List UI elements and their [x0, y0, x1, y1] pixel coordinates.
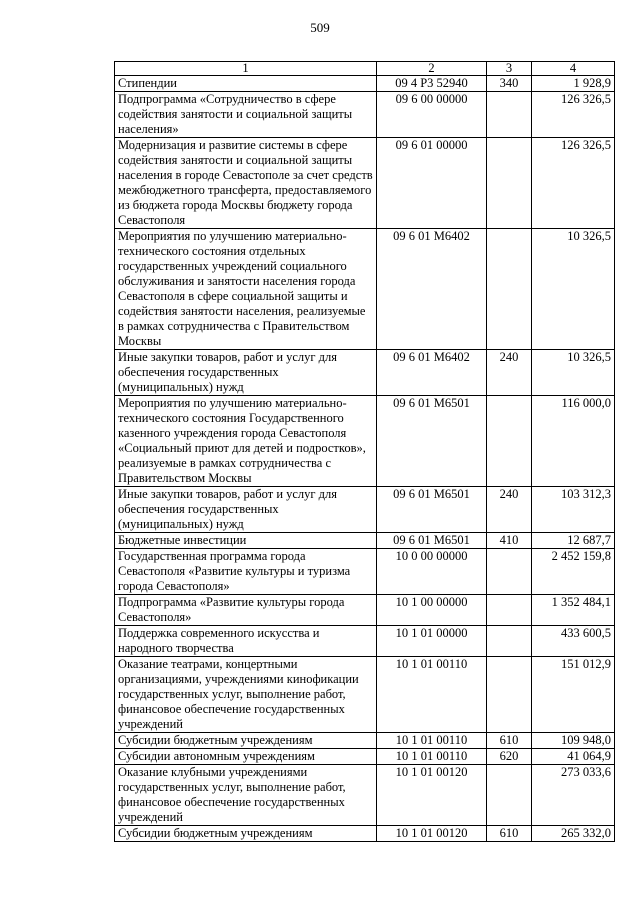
- amount-cell: 109 948,0: [532, 733, 615, 749]
- expense-type-cell: [487, 229, 532, 350]
- amount-cell: 41 064,9: [532, 749, 615, 765]
- table-row: [115, 533, 615, 549]
- target-code-cell: 10 1 01 00000: [377, 626, 487, 657]
- amount-cell: 10 326,5: [532, 229, 615, 350]
- expense-type-cell: [487, 138, 532, 229]
- target-code-cell: 09 6 01 00000: [377, 138, 487, 229]
- expense-name-cell: Субсидии автономным учреждениям: [115, 749, 377, 765]
- amount-cell: 1 352 484,1: [532, 595, 615, 626]
- expense-type-cell: [487, 549, 532, 595]
- target-code-cell: 09 6 01 М6402: [377, 350, 487, 396]
- expense-name-cell: Иные закупки товаров, работ и услуг для обеспечения государственных (муниципальных) нужд: [115, 487, 377, 533]
- table-row: [115, 595, 615, 626]
- column-header-1: 1: [115, 62, 377, 76]
- target-code-cell: 09 6 00 00000: [377, 92, 487, 138]
- column-header-4: 4: [532, 62, 615, 76]
- expense-name-cell: Субсидии бюджетным учреждениям: [115, 733, 377, 749]
- table-row: [115, 657, 615, 733]
- amount-cell: 2 452 159,8: [532, 549, 615, 595]
- amount-cell: 10 326,5: [532, 350, 615, 396]
- target-code-cell: 10 1 00 00000: [377, 595, 487, 626]
- expense-type-cell: [487, 92, 532, 138]
- amount-cell: 273 033,6: [532, 765, 615, 826]
- expense-name-cell: Субсидии бюджетным учреждениям: [115, 826, 377, 842]
- amount-cell: 265 332,0: [532, 826, 615, 842]
- expense-type-cell: [487, 765, 532, 826]
- amount-cell: 116 000,0: [532, 396, 615, 487]
- target-code-cell: 09 6 01 М6402: [377, 229, 487, 350]
- amount-cell: 433 600,5: [532, 626, 615, 657]
- expense-type-cell: 240: [487, 487, 532, 533]
- column-header-3: 3: [487, 62, 532, 76]
- table-row: [115, 733, 615, 749]
- amount-cell: 126 326,5: [532, 138, 615, 229]
- target-code-cell: 10 0 00 00000: [377, 549, 487, 595]
- expense-name-cell: Оказание клубными учреждениями государственных услуг, выполнение работ, финансовое обеспечение государственных учреждений: [115, 765, 377, 826]
- amount-cell: 103 312,3: [532, 487, 615, 533]
- table-row: [115, 626, 615, 657]
- expense-name-cell: Подпрограмма «Развитие культуры города Севастополя»: [115, 595, 377, 626]
- expense-type-cell: 620: [487, 749, 532, 765]
- expense-name-cell: Стипендии: [115, 76, 377, 92]
- table-row: [115, 350, 615, 396]
- target-code-cell: 10 1 01 00110: [377, 733, 487, 749]
- amount-cell: 126 326,5: [532, 92, 615, 138]
- expense-type-cell: [487, 626, 532, 657]
- expense-type-cell: 610: [487, 826, 532, 842]
- target-code-cell: 09 4 Р3 52940: [377, 76, 487, 92]
- table-header-row: [115, 62, 615, 76]
- table-row: [115, 229, 615, 350]
- expense-type-cell: 340: [487, 76, 532, 92]
- page-number: 509: [310, 20, 330, 35]
- expense-type-cell: [487, 595, 532, 626]
- budget-table-body: [115, 62, 615, 842]
- expense-type-cell: 240: [487, 350, 532, 396]
- expense-type-cell: [487, 657, 532, 733]
- table-row: [115, 76, 615, 92]
- budget-table: [114, 61, 615, 842]
- expense-name-cell: Оказание театрами, концертными организациями, учреждениями кинофикации государственных услуг, выполнение работ, финансовое обеспечение государственных учреждений: [115, 657, 377, 733]
- amount-cell: 1 928,9: [532, 76, 615, 92]
- expense-name-cell: Иные закупки товаров, работ и услуг для обеспечения государственных (муниципальных) нужд: [115, 350, 377, 396]
- expense-name-cell: Государственная программа города Севастополя «Развитие культуры и туризма города Севастополя»: [115, 549, 377, 595]
- expense-name-cell: Модернизация и развитие системы в сфере содействия занятости и социальной защиты населения в городе Севастополе за счет средств межбюджетного трансферта, предоставляемого из бюджета города Москвы бюджету города Севастополя: [115, 138, 377, 229]
- expense-name-cell: Мероприятия по улучшению материально-технического состояния отдельных государственных учреждений социального обслуживания и занятости населения города Севастополя в сфере социальной защиты и содействия занятости населения, реализуемые в рамках сотрудничества с Правительством Москвы: [115, 229, 377, 350]
- table-row: [115, 396, 615, 487]
- target-code-cell: 09 6 01 М6501: [377, 487, 487, 533]
- target-code-cell: 10 1 01 00120: [377, 765, 487, 826]
- expense-type-cell: 610: [487, 733, 532, 749]
- expense-name-cell: Мероприятия по улучшению материально-технического состояния Государственного казенного учреждения города Севастополя «Социальный приют для детей и подростков», реализуемые в рамках сотрудничества с Правительством Москвы: [115, 396, 377, 487]
- target-code-cell: 10 1 01 00110: [377, 657, 487, 733]
- table-row: [115, 749, 615, 765]
- table-row: [115, 826, 615, 842]
- expense-type-cell: 410: [487, 533, 532, 549]
- column-header-2: 2: [377, 62, 487, 76]
- expense-name-cell: Бюджетные инвестиции: [115, 533, 377, 549]
- target-code-cell: 10 1 01 00120: [377, 826, 487, 842]
- target-code-cell: 10 1 01 00110: [377, 749, 487, 765]
- table-row: [115, 765, 615, 826]
- amount-cell: 151 012,9: [532, 657, 615, 733]
- expense-name-cell: Поддержка современного искусства и народного творчества: [115, 626, 377, 657]
- table-row: [115, 138, 615, 229]
- table-row: [115, 487, 615, 533]
- table-row: [115, 92, 615, 138]
- target-code-cell: 09 6 01 М6501: [377, 533, 487, 549]
- expense-type-cell: [487, 396, 532, 487]
- expense-name-cell: Подпрограмма «Сотрудничество в сфере содействия занятости и социальной защиты населения»: [115, 92, 377, 138]
- amount-cell: 12 687,7: [532, 533, 615, 549]
- target-code-cell: 09 6 01 М6501: [377, 396, 487, 487]
- table-row: [115, 549, 615, 595]
